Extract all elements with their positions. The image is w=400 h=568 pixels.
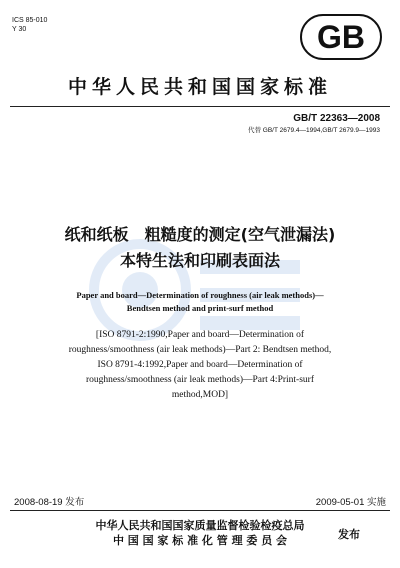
issue-date: 2008-08-19 发布 [14, 497, 85, 508]
gb-logo [300, 14, 382, 60]
gb-logo-text: GB [317, 19, 365, 55]
issuer-line-1: 中华人民共和国国家质量监督检验检疫总局 [95, 519, 305, 532]
standard-code: GB/T 22363—2008 [293, 113, 380, 124]
implementation-date: 2009-05-01 实施 [315, 497, 386, 508]
chinese-title-line-1: 纸和纸板 粗糙度的测定(空气泄漏法) [64, 225, 336, 244]
english-title-line-1: Paper and board—Determination of roughness (air leak methods)— [76, 290, 324, 300]
reference-line: roughness/smoothness (air leak methods)—Part 4:Print-surf [86, 375, 314, 385]
reference-block [40, 328, 360, 403]
classification-code: Y 30 [12, 26, 27, 33]
replaces-note: 代替 GB/T 2679.4—1994,GB/T 2679.9—1993 [247, 127, 380, 134]
ics-code-block [12, 16, 47, 34]
reference-line: roughness/smoothness (air leak methods)—Part 2: Bendtsen method, [68, 345, 332, 355]
issuer-line-2: 中 国 国 家 标 准 化 管 理 委 员 会 [112, 534, 288, 547]
english-title-line-2: Bendtsen method and print-surf method [126, 303, 274, 313]
national-standard-title: 中华人民共和国国家标准 [67, 76, 332, 98]
bottom-divider [10, 510, 390, 511]
ics-number: ICS 85-010 [12, 17, 48, 24]
chinese-title-line-2: 本特生法和印刷表面法 [119, 251, 280, 270]
publish-label: 发布 [338, 528, 360, 541]
reference-line: method,MOD] [171, 390, 229, 400]
top-divider [10, 106, 390, 107]
reference-line: [ISO 8791-2:1990,Paper and board—Determination of [95, 330, 305, 340]
reference-line: ISO 8791-4:1992,Paper and board—Determination of [97, 360, 303, 370]
